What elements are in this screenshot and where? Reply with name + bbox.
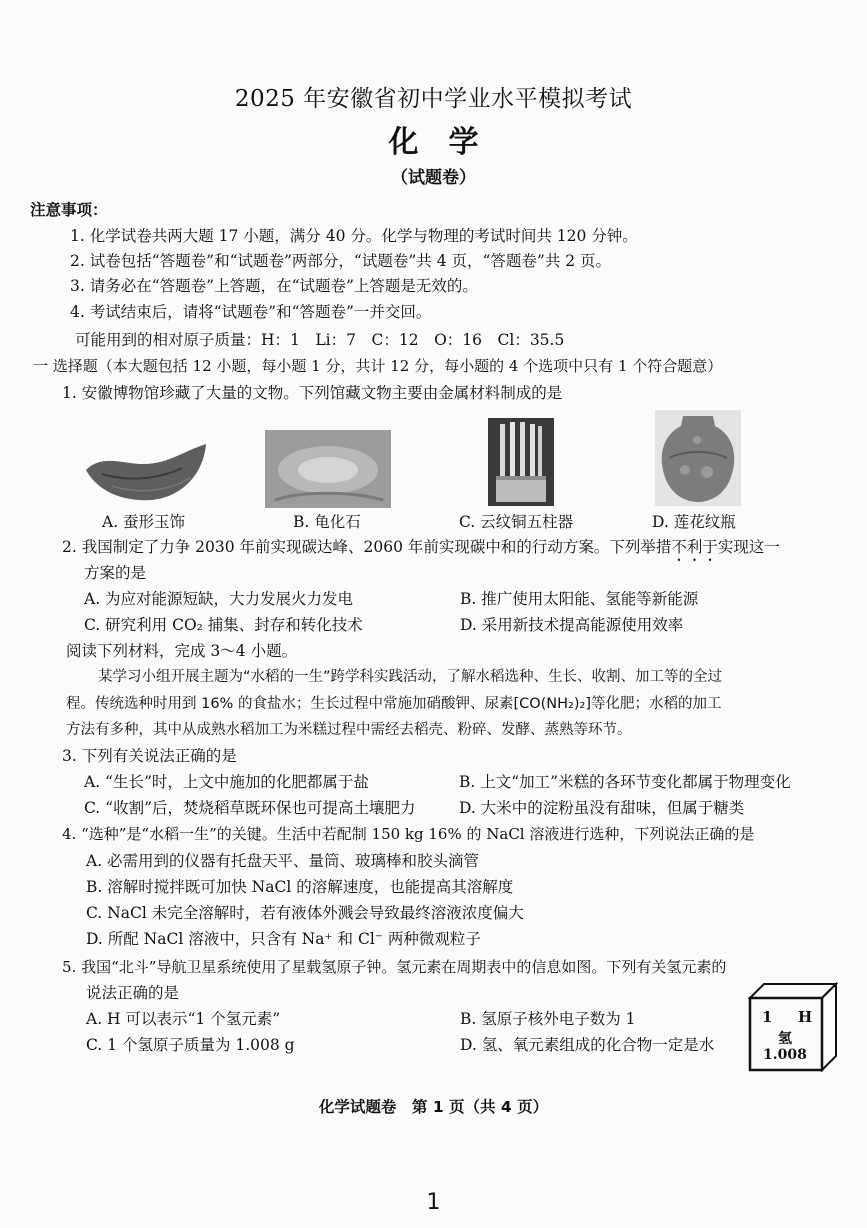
- q2-option-a: A. 为应对能源短缺，大力发展火力发电: [84, 590, 354, 608]
- atomic-masses: 可能用到的相对原子质量：H：1 Li：7 C：12 O：16 Cl：35.5: [75, 331, 565, 349]
- q2-stem-post: 实现这一: [717, 538, 780, 556]
- q2-stem-pre: 2. 我国制定了力争 2030 年前实现碳达峰、2060 年前实现碳中和的行动方案。下列举措: [62, 538, 672, 556]
- lotus-vase-image: [655, 410, 741, 506]
- q2-stem: [62, 537, 780, 565]
- q2-option-d: D. 采用新技术提高能源使用效率: [460, 616, 684, 634]
- notice-item-3: 3. 请务必在“答题卷”上答题，在“试题卷”上答题是无效的。: [70, 277, 478, 295]
- element-atomic-number: 1: [762, 1008, 773, 1026]
- q1-option-a: A. 蚕形玉饰: [102, 513, 186, 531]
- q3-option-c: C. “收割”后，焚烧稻草既环保也可提高土壤肥力: [84, 799, 416, 817]
- paper-type: （试题卷）: [391, 168, 476, 188]
- turtle-fossil-image: [265, 430, 391, 508]
- footer-page-label: 化学试题卷 第 1 页（共 4 页）: [318, 1098, 549, 1116]
- q1-option-d: D. 莲花纹瓶: [652, 513, 736, 531]
- notice-heading: 注意事项：: [30, 201, 108, 219]
- q5-stem: 5. 我国“北斗”导航卫星系统使用了星载氢原子钟。氢元素在周期表中的信息如图。下列有关氢元素的: [62, 958, 727, 976]
- passage-line-3: 方法有多种，其中从成熟水稻加工为米糕过程中需经去稻壳、粉碎、发酵、蒸熟等环节。: [66, 722, 632, 738]
- q1-stem: 1. 安徽博物馆珍藏了大量的文物。下列馆藏文物主要由金属材料制成的是: [62, 384, 563, 402]
- q5-option-b: B. 氢原子核外电子数为 1: [460, 1010, 636, 1028]
- q5-stem-line2: 说法正确的是: [86, 984, 180, 1002]
- q3-option-b: B. 上文“加工”米糕的各环节变化都属于物理变化: [459, 773, 791, 791]
- q3-option-a: A. “生长”时，上文中施加的化肥都属于盐: [84, 773, 369, 791]
- q2-option-c: C. 研究利用 CO₂ 捕集、封存和转化技术: [84, 616, 363, 634]
- q3-stem: 3. 下列有关说法正确的是: [62, 747, 237, 765]
- hydrogen-element-cell: [748, 982, 838, 1072]
- subject-title: 化 学: [388, 125, 479, 160]
- q4-option-d: D. 所配 NaCl 溶液中，只含有 Na⁺ 和 Cl⁻ 两种微观粒子: [86, 930, 481, 948]
- element-mass: 1.008: [763, 1047, 807, 1063]
- passage-line-2: 程。传统选种时用到 16% 的食盐水；生长过程中常施加硝酸钾、尿素[CO(NH₂)₂]等化肥；水稻的加工: [66, 696, 722, 712]
- element-name: 氢: [778, 1031, 792, 1047]
- q4-option-a: A. 必需用到的仪器有托盘天平、量筒、玻璃棒和胶头滴管: [86, 852, 480, 870]
- notice-item-1: 1. 化学试卷共两大题 17 小题，满分 40 分。化学与物理的考试时间共 120 分钟。: [70, 227, 638, 245]
- notice-item-2: 2. 试卷包括“答题卷”和“试题卷”两部分，“试题卷”共 4 页，“答题卷”共 2 页。: [70, 252, 612, 270]
- q2-stem-line2: 方案的是: [84, 564, 147, 582]
- q4-option-c: C. NaCl 未完全溶解时，若有液体外溅会导致最终溶液浓度偏大: [86, 904, 524, 922]
- q3-option-d: D. 大米中的淀粉虽没有甜味，但属于糖类: [459, 799, 745, 817]
- notice-item-4: 4. 考试结束后，请将“试题卷”和“答题卷”一并交回。: [70, 303, 432, 321]
- q4-option-b: B. 溶解时搅拌既可加快 NaCl 的溶解速度，也能提高其溶解度: [86, 878, 514, 896]
- page-number: 1: [426, 1190, 441, 1215]
- q2-option-b: B. 推广使用太阳能、氢能等新能源: [460, 590, 699, 608]
- element-symbol: H: [798, 1008, 813, 1026]
- section-heading: 一 选择题（本大题包括 12 小题，每小题 1 分，共计 12 分，每小题的 4 个选项中只有 1 个符合题意）: [33, 357, 723, 375]
- exam-title: 2025 年安徽省初中学业水平模拟考试: [234, 86, 633, 112]
- bronze-pillar-vessel-image: [488, 418, 554, 506]
- q1-option-b: B. 龟化石: [293, 513, 361, 531]
- reading-intro: 阅读下列材料，完成 3～4 小题。: [66, 642, 298, 660]
- jade-silkworm-image: [82, 440, 212, 504]
- q5-option-d: D. 氢、氧元素组成的化合物一定是水: [460, 1036, 715, 1054]
- q5-option-c: C. 1 个氢原子质量为 1.008 g: [86, 1036, 295, 1054]
- q4-stem: 4. “选种”是“水稻一生”的关键。生活中若配制 150 kg 16% 的 NaCl 溶液进行选种，下列说法正确的是: [62, 825, 755, 843]
- q1-option-c: C. 云纹铜五柱器: [459, 513, 574, 531]
- q2-stem-emphasis: 不利于: [671, 538, 718, 556]
- q5-option-a: A. H 可以表示“1 个氢元素”: [86, 1010, 281, 1028]
- passage-line-1: 某学习小组开展主题为“水稻的一生”跨学科实践活动，了解水稻选种、生长、收割、加工等的全过: [98, 669, 723, 685]
